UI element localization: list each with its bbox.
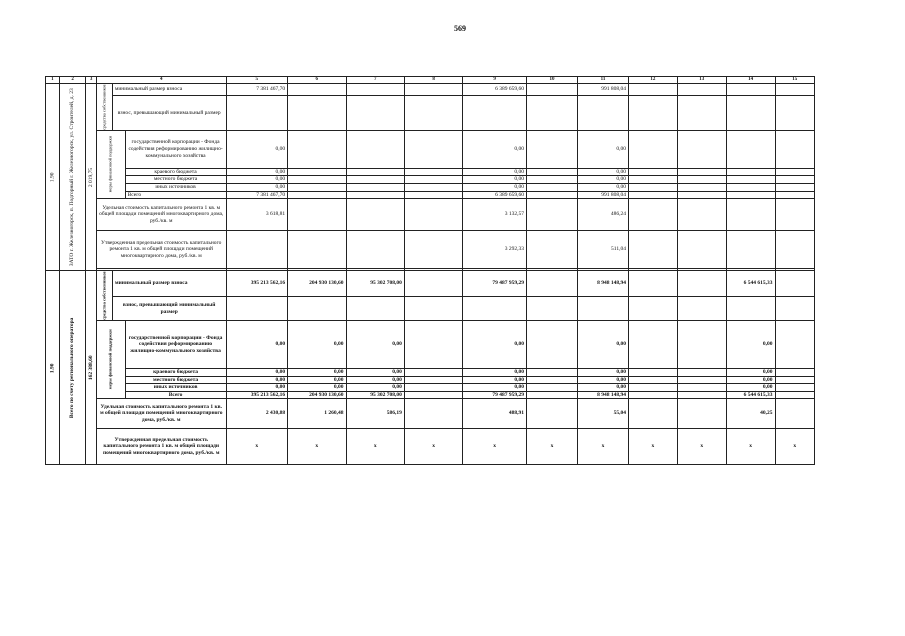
financial-support-group: меры финансовой поддержки: [96, 130, 125, 198]
cell-value: 991 808,04: [578, 191, 629, 199]
cell-value: 0,00: [226, 384, 288, 392]
cell-x-mark: x: [463, 429, 527, 465]
cell-value: 0,00: [578, 176, 629, 184]
row-label: местного бюджета: [125, 176, 226, 184]
cell-value: 0,00: [288, 368, 346, 376]
cell-value: 6 389 659,60: [463, 191, 527, 199]
cell-x-mark: x: [226, 429, 288, 465]
cell-value: 0,00: [463, 183, 527, 191]
row-label: взнос, превышающий минимальный размер: [112, 96, 226, 130]
capital-repair-table: [45, 76, 815, 465]
col-header: 5: [226, 77, 288, 84]
row-label: Всего: [125, 191, 226, 199]
table-row: [46, 199, 815, 231]
cell-x-mark: x: [346, 429, 404, 465]
cell-value: 0,00: [346, 368, 404, 376]
table-row: [46, 320, 815, 368]
col-header: 15: [775, 77, 815, 84]
cell-x-mark: x: [775, 429, 815, 465]
row-number: 1.90: [46, 271, 60, 465]
house-area: 2 019,75: [86, 84, 97, 271]
row-label: иных источников: [125, 384, 226, 392]
cell-value: 1 260,48: [288, 399, 346, 429]
cell-value: 6 389 659,60: [463, 84, 527, 96]
row-label: взнос, превышающий минимальный размер: [112, 297, 226, 321]
table-row: [46, 297, 815, 321]
cell-value: 395 213 562,16: [226, 391, 288, 399]
row-label: Удельная стоимость капитального ремонта 1 кв. м общей площади помещений многоквартирного дома, руб./кв. м: [96, 199, 226, 231]
row-label: государственной корпорации - Фонда содействия реформированию жилищно-коммунального хозяйства: [125, 130, 226, 168]
cell-value: 991 808,04: [578, 84, 629, 96]
operator-total-title: Всего по счету регионального оператора: [59, 271, 86, 465]
cell-value: 395 213 562,16: [226, 271, 288, 297]
cell-value: 0,00: [463, 130, 527, 168]
cell-value: 3 618,81: [226, 199, 288, 231]
cell-value: 0,00: [463, 320, 527, 368]
table-row: [46, 176, 815, 184]
table-row: [46, 191, 815, 199]
cell-value: 0,00: [578, 368, 629, 376]
house-address: ЗАТО г. Железногорск, п. Подгорный г. Железногорск, ул. Строителей, д. 23: [59, 84, 86, 271]
row-number: 1.90: [46, 84, 60, 271]
cell-x-mark: x: [677, 429, 726, 465]
cell-value: 0,00: [578, 320, 629, 368]
cell-value: 0,00: [578, 168, 629, 176]
col-header: 12: [628, 77, 677, 84]
cell-value: 6 544 615,33: [726, 271, 775, 297]
cell-x-mark: x: [288, 429, 346, 465]
cell-value: 0,00: [578, 376, 629, 384]
cell-value: 204 930 130,60: [288, 271, 346, 297]
cell-value: 0,00: [578, 183, 629, 191]
cell-x-mark: x: [527, 429, 578, 465]
cell-value: 0,00: [226, 183, 288, 191]
cell-value: 0,00: [226, 176, 288, 184]
cell-value: 0,00: [463, 176, 527, 184]
cell-x-mark: x: [578, 429, 629, 465]
cell-value: 3 292,33: [463, 231, 527, 269]
row-label: местного бюджета: [125, 376, 226, 384]
row-label: краевого бюджета: [125, 368, 226, 376]
cell-x-mark: x: [726, 429, 775, 465]
row-label: Утвержденная предельная стоимость капитального ремонта 1 кв. м общей площади помещений многоквартирного дома, руб./кв. м: [96, 231, 226, 269]
cell-value: 0,00: [463, 168, 527, 176]
cell-value: 55,04: [578, 399, 629, 429]
cell-value: 0,00: [226, 168, 288, 176]
cell-value: 79 487 959,29: [463, 271, 527, 297]
cell-value: 0,00: [226, 320, 288, 368]
col-header: 7: [346, 77, 404, 84]
cell-value: 0,00: [726, 368, 775, 376]
col-header: 9: [463, 77, 527, 84]
cell-value: 488,91: [463, 399, 527, 429]
table-row: [46, 391, 815, 399]
row-label: краевого бюджета: [125, 168, 226, 176]
cell-value: 79 487 959,29: [463, 391, 527, 399]
cell-value: 8 948 148,94: [578, 391, 629, 399]
table-row: [46, 183, 815, 191]
col-header: 8: [404, 77, 462, 84]
column-number-row: [46, 77, 815, 84]
table-row: [46, 376, 815, 384]
table-row: [46, 429, 815, 465]
col-header: 13: [677, 77, 726, 84]
row-label: минимальный размер взноса: [112, 271, 226, 297]
cell-value: 0,00: [226, 376, 288, 384]
cell-value: 2 430,88: [226, 399, 288, 429]
cell-value: 0,00: [346, 384, 404, 392]
table-row: [46, 231, 815, 269]
cell-value: 0,00: [346, 320, 404, 368]
table-row: [46, 399, 815, 429]
col-header: 6: [288, 77, 346, 84]
col-header: 10: [527, 77, 578, 84]
col-header: 1: [46, 77, 60, 84]
cell-value: 95 302 708,00: [346, 391, 404, 399]
cell-value: 0,00: [288, 376, 346, 384]
owners-funds-group: средства собственников: [96, 271, 112, 321]
owners-funds-group: средства собственников: [96, 84, 112, 131]
page-number: 569: [454, 24, 466, 33]
cell-value: 40,25: [726, 399, 775, 429]
cell-value: 0,00: [578, 130, 629, 168]
cell-x-mark: x: [404, 429, 462, 465]
row-label: Утвержденная предельная стоимость капитального ремонта 1 кв. м общей площади помещений многоквартирного дома, руб./кв. м: [96, 429, 226, 465]
cell-value: 7 381 467,70: [226, 191, 288, 199]
total-area: 162 388,60: [86, 271, 97, 465]
table-row: [46, 130, 815, 168]
table-row: [46, 84, 815, 96]
cell-value: 0,00: [288, 384, 346, 392]
financial-support-group: меры финансовой поддержки: [96, 320, 125, 398]
cell-value: 586,19: [346, 399, 404, 429]
cell-value: 0,00: [578, 384, 629, 392]
table-row: [46, 271, 815, 297]
cell-value: 0,00: [226, 130, 288, 168]
cell-value: 204 930 130,60: [288, 391, 346, 399]
cell-value: 95 302 708,00: [346, 271, 404, 297]
cell-value: 511,04: [578, 231, 629, 269]
table-row: [46, 168, 815, 176]
row-label: государственной корпорации - Фонда содействия реформированию жилищно-коммунального хозяйства: [125, 320, 226, 368]
col-header: 14: [726, 77, 775, 84]
cell-value: 0,00: [726, 376, 775, 384]
row-label: Удельная стоимость капитального ремонта 1 кв. м общей площади помещений многоквартирного дома, руб./кв. м: [96, 399, 226, 429]
cell-value: 0,00: [463, 384, 527, 392]
col-header: 2: [59, 77, 86, 84]
col-header: 4: [96, 77, 226, 84]
cell-value: 486,24: [578, 199, 629, 231]
table-row: [46, 368, 815, 376]
cell-value: 0,00: [726, 320, 775, 368]
cell-value: 0,00: [346, 376, 404, 384]
cell-value: 0,00: [463, 368, 527, 376]
col-header: 11: [578, 77, 629, 84]
cell-value: 8 948 148,94: [578, 271, 629, 297]
cell-value: 0,00: [463, 376, 527, 384]
row-label: иных источников: [125, 183, 226, 191]
table-row: [46, 384, 815, 392]
cell-value: 0,00: [726, 384, 775, 392]
cell-x-mark: x: [628, 429, 677, 465]
col-header: 3: [86, 77, 97, 84]
cell-value: 3 132,57: [463, 199, 527, 231]
cell-value: 7 381 467,70: [226, 84, 288, 96]
row-label: Всего: [125, 391, 226, 399]
table-row: [46, 96, 815, 130]
cell-value: 0,00: [226, 368, 288, 376]
cell-value: 0,00: [288, 320, 346, 368]
cell-value: 6 544 615,33: [726, 391, 775, 399]
row-label: минимальный размер взноса: [112, 84, 226, 96]
